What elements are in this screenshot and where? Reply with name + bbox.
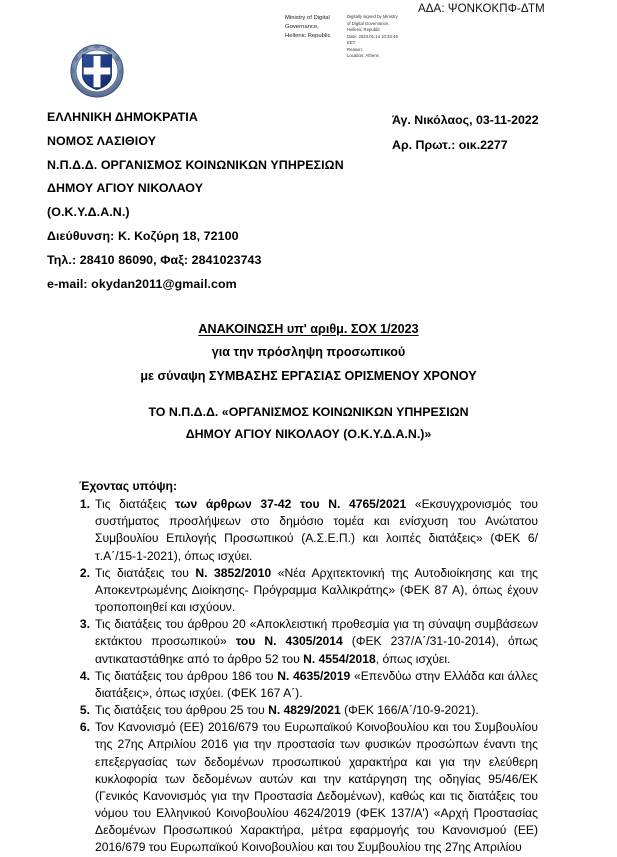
- announcement-subtitle-1: για την πρόσληψη προσωπικού: [211, 345, 406, 360]
- document-protocol-number: Αρ. Πρωτ.: οικ.2277: [392, 137, 508, 152]
- legal-clause-text: [95, 703, 479, 717]
- clause-text-run: Τις διατάξεις του άρθρου 186 του: [95, 668, 278, 683]
- legal-reference: Ν. 4635/2019: [277, 668, 354, 683]
- issuing-organization-line-2: ΔΗΜΟΥ ΑΓΙΟΥ ΝΙΚΟΛΑΟΥ (Ο.Κ.Υ.Δ.Α.Ν.)»: [185, 426, 432, 441]
- legal-clause-number: 2.: [79, 565, 90, 580]
- clause-text-run: , όπως ισχύει.: [375, 651, 451, 666]
- letterhead-line-3: Ν.Π.Δ.Δ. ΟΡΓΑΝΙΣΜΟΣ ΚΟΙΝΩΝΙΚΩΝ ΥΠΗΡΕΣΙΩΝ: [47, 157, 344, 172]
- legal-reference: των άρθρων 37-42 του Ν. 4765/2021: [175, 497, 415, 511]
- document-meta-block: [392, 108, 539, 158]
- considering-heading: Έχοντας υπόψη:: [79, 479, 178, 493]
- signature-details: [347, 14, 413, 60]
- letterhead-address: Διεύθυνση: Κ. Κοζύρη 18, 72100: [47, 229, 239, 244]
- letterhead-line-5: (Ο.Κ.Υ.Δ.Α.Ν.): [47, 205, 130, 220]
- letterhead-line-2: ΝΟΜΟΣ ΛΑΣΙΘΙΟΥ: [47, 133, 157, 148]
- legal-reference: Ν. 4554/2018: [303, 651, 376, 666]
- clause-text-run: Τις διατάξεις του: [95, 565, 196, 580]
- clause-text-run: «Νέα Αρχιτεκτονική της Αυτοδιοίκησης και της Αποκεντρωμένης Διοίκησης- Πρόγραμμα Καλλικράτης» (ΦΕΚ 87 Α), όπως έχουν τροποποιηθεί και ισχύουν.: [95, 565, 539, 615]
- legal-clause-text: [95, 720, 538, 854]
- legal-clause-number: 3.: [79, 617, 90, 632]
- signature-detail-line-5: EET: [347, 40, 356, 46]
- legal-clause-item: [74, 496, 538, 565]
- document-place-date: Άγ. Νικόλαος, 03-11-2022: [392, 113, 539, 127]
- announcement-number-title: ΑΝΑΚΟΙΝΩΣΗ υπ' αριθμ. ΣΟΧ 1/2023: [198, 322, 419, 336]
- letterhead-line-4: ΔΗΜΟΥ ΑΓΙΟΥ ΝΙΚΟΛΑΟΥ: [47, 181, 204, 196]
- legal-clause-text: [95, 497, 538, 563]
- legal-clause-item: [74, 616, 538, 668]
- legal-clause-number: 1.: [79, 497, 90, 511]
- issuing-organization-line-1: ΤΟ Ν.Π.Δ.Δ. «ΟΡΓΑΝΙΣΜΟΣ ΚΟΙΝΩΝΙΚΩΝ ΥΠΗΡΕΣΙΩΝ: [148, 405, 469, 419]
- letterhead-phone-fax: Τηλ.: 28410 86090, Φαξ: 2841023743: [47, 252, 262, 267]
- legal-reference: του Ν. 4305/2014: [235, 634, 352, 649]
- legal-clause-number: 6.: [79, 720, 90, 735]
- legal-clause-number: 5.: [79, 703, 90, 718]
- legal-clause-item: [74, 719, 538, 856]
- legal-clause-number: 4.: [79, 668, 90, 683]
- letterhead-block: [47, 106, 377, 297]
- clause-text-run: Τις διατάξεις: [95, 497, 176, 511]
- signature-detail-line-4: Date: 2023.01.14 10:33:45: [347, 33, 398, 39]
- legal-clause-list: [74, 496, 538, 857]
- clause-text-run: (ΦΕΚ 166/Α΄/10-9-2021).: [344, 703, 479, 718]
- legal-clause-text: [95, 617, 538, 665]
- clause-text-run: Τις διατάξεις του άρθρου 25 του: [95, 703, 269, 718]
- signature-detail-line-2: of Digital Governance,: [347, 20, 390, 26]
- signature-detail-line-7: Location: Athens: [347, 53, 379, 59]
- clause-text-run: (ΦΕΚ 237/Α΄/31-10-2014), όπως αντικαταστάθηκε από το άρθρο 52 του: [95, 634, 538, 666]
- ada-code-label: ΑΔΑ: ΨΟΝΚΟΚΠΦ-ΔΤΜ: [418, 3, 545, 15]
- clause-text-run: «Εκσυγχρονισμός του συστήματος προσλήψεων στο δημόσιο τομέα και ενίσχυση του Ανώτατου Συμβουλίου Επιλογής Προσωπικού (Α.Σ.Ε.Π.) και λοιπές διατάξεις» (ΦΕΚ 6/τ.Α΄/15-1-2021), όπως ισχύει.: [95, 497, 538, 563]
- digital-signature-block: [285, 14, 417, 60]
- signature-authority: [285, 14, 341, 41]
- announcement-subtitle-2: με σύναψη ΣΥΜΒΑΣΗΣ ΕΡΓΑΣΙΑΣ ΟΡΙΣΜΕΝΟΥ ΧΡΟΝΟΥ: [140, 368, 477, 383]
- legal-clause-item: [74, 702, 538, 719]
- legal-reference: Ν. 4829/2021: [268, 703, 345, 718]
- letterhead-line-1: ΕΛΛΗΝΙΚΗ ΔΗΜΟΚΡΑΤΙΑ: [47, 110, 198, 124]
- signature-authority-line-3: Hellenic Republic: [285, 33, 331, 40]
- legal-clause-item: [74, 565, 538, 617]
- legal-reference: Ν. 3852/2010: [195, 565, 278, 580]
- clause-text-run: Τον Κανονισμό (ΕΕ) 2016/679 του Ευρωπαϊκού Κοινοβουλίου και του Συμβουλίου της 27ης Απριλίου 2016 για την προστασία των φυσικών προσώπων έναντι της επεξεργασίας των δεδομένων προσωπικού χαρακτήρα και για την ελεύθερη κυκλοφορία των δεδομένων αυτών και την κατάργηση της οδηγίας 95/46/ΕΚ (Γενικός Κανονισμός για την Προστασία Δεδομένων), καθώς και τις διατάξεις του νόμου του Ελληνικού Κοινοβουλίου 4624/2019 (ΦΕΚ 137/Α') «Αρχή Προστασίας Δεδομένων Προσωπικού Χαρακτήρα, μέτρα εφαρμογής του Κανονισμού (ΕΕ) 2016/679 του Ευρωπαϊκού Κοινοβουλίου και του Συμβουλίου της 27ης Απριλίου: [95, 720, 538, 855]
- legal-clause-text: [95, 566, 538, 614]
- clause-text-run: Τις διατάξεις του άρθρου 20 «Αποκλειστική προθεσμία για τη σύναψη συμβάσεων εκτάκτου προσωπικού»: [95, 617, 538, 649]
- hellenic-republic-emblem-icon: [68, 42, 126, 100]
- signature-detail-line-1: Digitally signed by Ministry: [347, 14, 398, 19]
- legal-clause-item: [74, 668, 538, 702]
- clause-text-run: «Επενδύω στην Ελλάδα και άλλες διατάξεις», όπως ισχύει. (ΦΕΚ 167 Α΄).: [95, 668, 538, 700]
- signature-authority-line-1: Ministry of Digital: [285, 15, 330, 21]
- signature-authority-line-2: Governance,: [285, 24, 319, 31]
- legal-clause-text: [95, 669, 538, 700]
- letterhead-email: e-mail: okydan2011@gmail.com: [47, 276, 237, 291]
- signature-detail-line-3: Hellenic Republic: [347, 27, 381, 33]
- announcement-title-block: [0, 318, 617, 388]
- signature-detail-line-6: Reason:: [347, 46, 364, 52]
- issuing-organization-block: [0, 402, 617, 445]
